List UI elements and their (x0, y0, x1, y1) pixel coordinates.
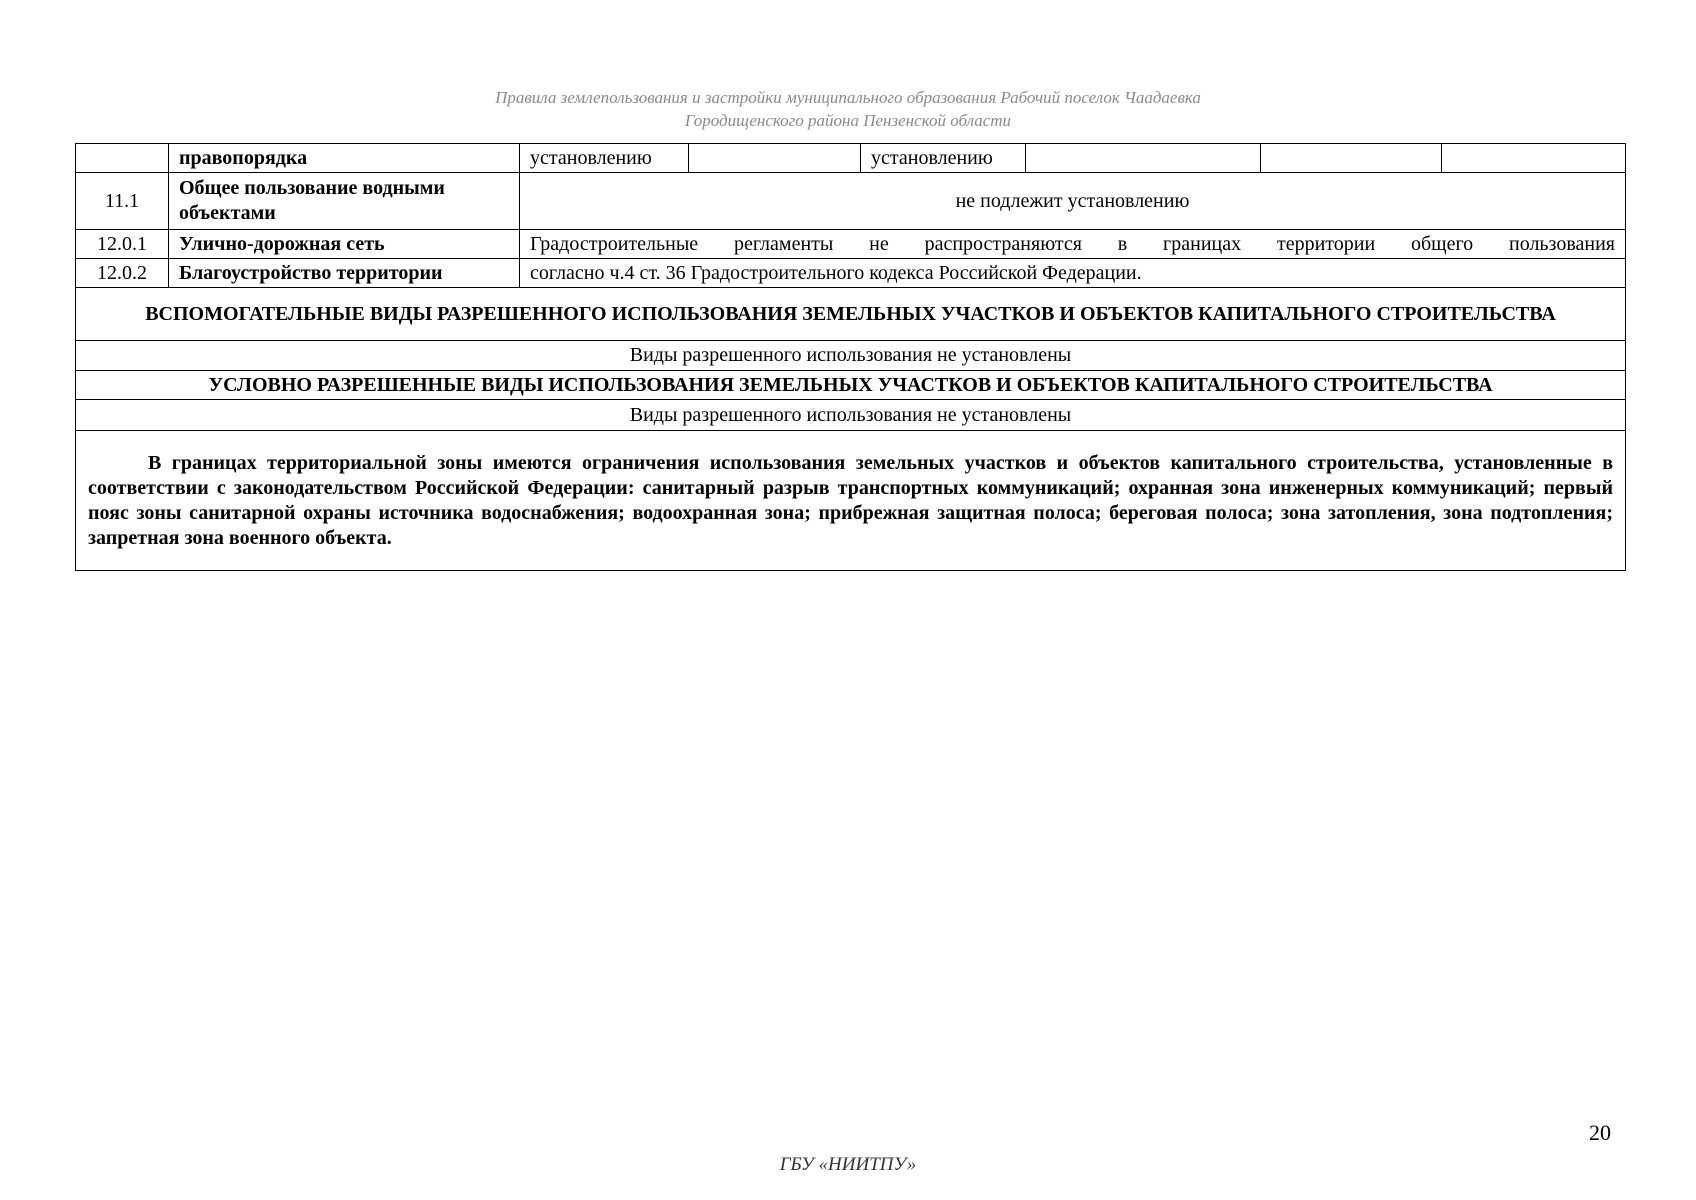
conditional-uses-text: Виды разрешенного использования не установлены (76, 400, 1626, 431)
table-cell: установлению (520, 144, 689, 173)
running-header-line-2: Городищенского района Пензенской области (684, 111, 1012, 130)
table-row (76, 341, 1626, 371)
table-cell: установлению (861, 144, 1026, 173)
auxiliary-uses-text: Виды разрешенного использования не установлены (76, 341, 1626, 371)
permitted-use-code: 12.0.1 (76, 230, 169, 259)
page-number: 20 (1589, 1120, 1611, 1145)
permitted-use-name: правопорядка (169, 144, 520, 173)
table-cell (689, 144, 861, 173)
conditional-uses-heading: УСЛОВНО РАЗРЕШЕННЫЕ ВИДЫ ИСПОЛЬЗОВАНИЯ ЗЕМЕЛЬНЫХ УЧАСТКОВ И ОБЪЕКТОВ КАПИТАЛЬНОГО СТРОИТЕЛЬСТВА (76, 371, 1626, 400)
permitted-use-code: 11.1 (76, 173, 169, 230)
table-row (76, 371, 1626, 400)
table-row (76, 400, 1626, 431)
permitted-use-name: Улично-дорожная сеть (169, 230, 520, 259)
table-cell (1442, 144, 1626, 173)
permitted-use-name: Благоустройство территории (169, 259, 520, 288)
running-header-line-1: Правила землепользования и застройки муниципального образования Рабочий поселок Чаадаевка (495, 88, 1201, 107)
table-cell (76, 144, 169, 173)
regulations-table (75, 143, 1626, 571)
table-row (76, 173, 1626, 230)
restrictions-note: В границах территориальной зоны имеются ограничения использования земельных участков и объектов капитального строительства, установленные в соответствии с законодательством Российской Федерации: санитарный разрыв транспортных коммуникаций; охранная зона инженерных коммуникаций; первый пояс зоны санитарной охраны источника водоснабжения; водоохранная зона; прибрежная защитная полоса; береговая полоса; зона затопления, зона подтопления; запретная зона военного объекта. (88, 451, 1613, 549)
table-row (76, 230, 1626, 259)
regulation-exemption-line-2: согласно ч.4 ст. 36 Градостроительного кодекса Российской Федерации. (520, 259, 1626, 288)
auxiliary-uses-heading: ВСПОМОГАТЕЛЬНЫЕ ВИДЫ РАЗРЕШЕННОГО ИСПОЛЬЗОВАНИЯ ЗЕМЕЛЬНЫХ УЧАСТКОВ И ОБЪЕКТОВ КАПИТАЛЬНОГО СТРОИТЕЛЬСТВА (76, 288, 1626, 341)
regulation-exemption-line-1: Градостроительные регламенты не распространяются в границах территории общего пользования (520, 230, 1626, 259)
page-footer: ГБУ «НИИТПУ» (779, 1154, 917, 1175)
table-row (76, 431, 1626, 571)
table-cell (1261, 144, 1442, 173)
table-row (76, 144, 1626, 173)
table-cell (1026, 144, 1261, 173)
permitted-use-code: 12.0.2 (76, 259, 169, 288)
permitted-use-name: Общее пользование водными объектами (169, 173, 520, 230)
regulation-value: не подлежит установлению (520, 173, 1626, 230)
table-row (76, 288, 1626, 341)
restrictions-note-cell (76, 431, 1626, 571)
running-header (0, 86, 1696, 132)
table-row (76, 259, 1626, 288)
